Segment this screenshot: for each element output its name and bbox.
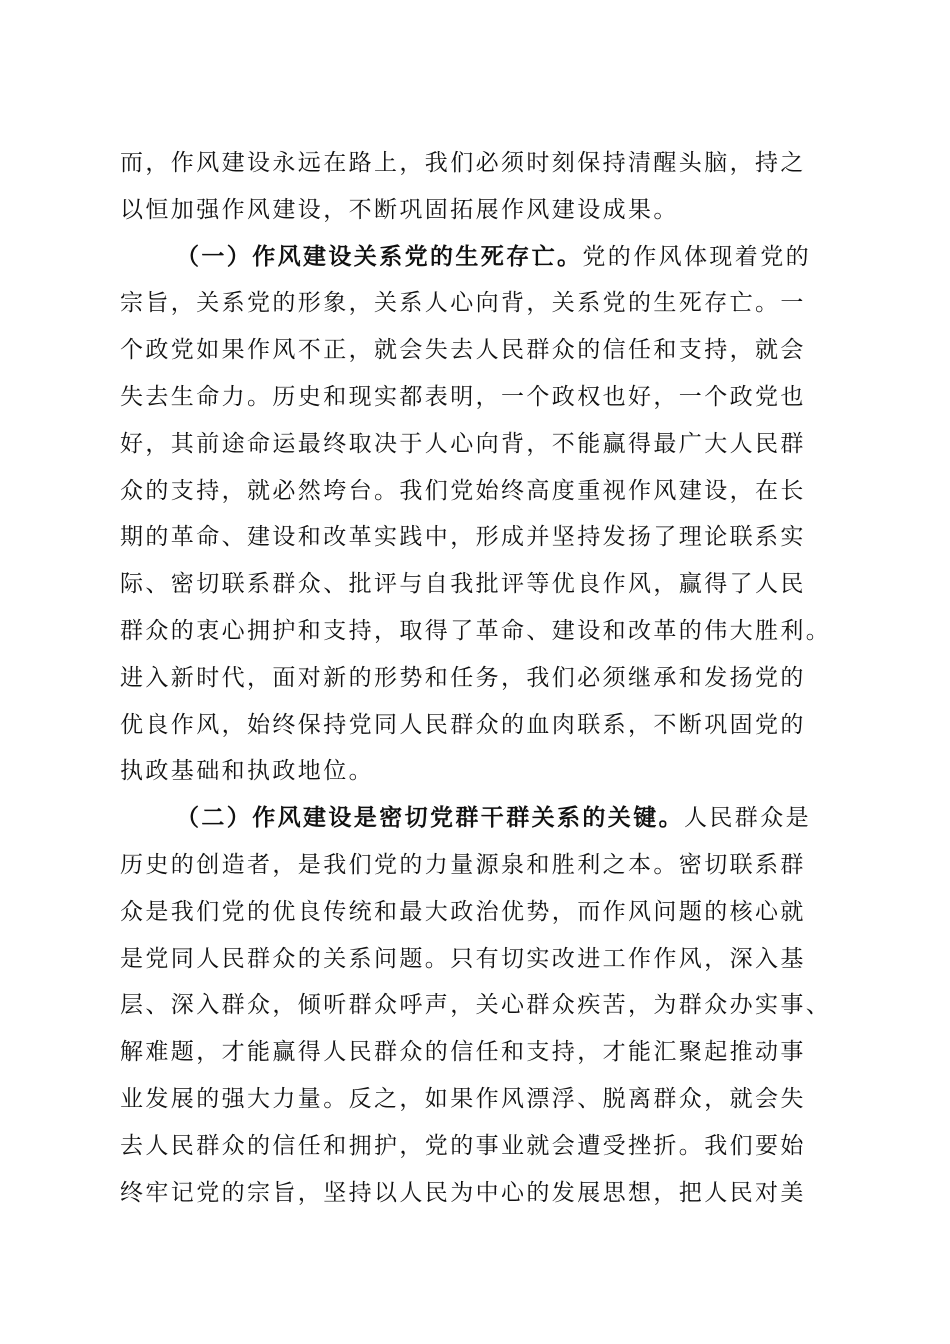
text-line: 层、深入群众，倾听群众呼声，关心群众疾苦，为群众办实事、: [120, 992, 832, 1019]
text-line: 历史的创造者，是我们党的力量源泉和胜利之本。密切联系群: [120, 851, 806, 878]
text-line: 去人民群众的信任和拥护，党的事业就会遭受挫折。我们要始: [120, 1132, 806, 1159]
text-line: 进入新时代，面对新的形势和任务，我们必须继承和发扬党的: [120, 664, 806, 691]
text-line: 是党同人民群众的关系问题。只有切实改进工作作风，深入基: [120, 945, 806, 972]
text-line: 以恒加强作风建设，不断巩固拓展作风建设成果。: [120, 196, 679, 223]
paragraph-first-line: [120, 795, 830, 842]
text-line: 群众的衷心拥护和支持，取得了革命、建设和改革的伟大胜利。: [120, 617, 832, 644]
text-run: 人民群众是: [684, 805, 811, 832]
body-text: [120, 140, 830, 1216]
text-run: 党的作风体现着党的: [582, 243, 812, 270]
text-line: 而，作风建设永远在路上，我们必须时刻保持清醒头脑，持之: [120, 150, 806, 176]
text-line: 失去生命力。历史和现实都表明，一个政权也好，一个政党也: [120, 383, 806, 410]
section-heading-1: （一）作风建设关系党的生死存亡。: [176, 242, 583, 270]
text-line: 优良作风，始终保持党同人民群众的血肉联系，不断巩固党的: [120, 711, 806, 738]
text-line: 终牢记党的宗旨，坚持以人民为中心的发展思想，把人民对美: [120, 1179, 806, 1206]
paragraph-first-line: [120, 234, 830, 281]
text-line: 宗旨，关系党的形象，关系人心向背，关系党的生死存亡。一: [120, 290, 806, 317]
section-heading-2: （二）作风建设是密切党群干群关系的关键。: [176, 804, 684, 832]
text-line: 业发展的强大力量。反之，如果作风漂浮、脱离群众，就会失: [120, 1085, 806, 1112]
text-line: 众的支持，就必然垮台。我们党始终高度重视作风建设，在长: [120, 477, 806, 504]
text-line: 众是我们党的优良传统和最大政治优势，而作风问题的核心就: [120, 898, 806, 925]
text-line: 好，其前途命运最终取决于人心向背，不能赢得最广大人民群: [120, 430, 806, 457]
text-line: 解难题，才能赢得人民群众的信任和支持，才能汇聚起推动事: [120, 1039, 806, 1066]
text-line: 执政基础和执政地位。: [120, 758, 374, 785]
text-line: 期的革命、建设和改革实践中，形成并坚持发扬了理论联系实: [120, 524, 806, 551]
text-line: 际、密切联系群众、批评与自我批评等优良作风，赢得了人民: [120, 571, 806, 598]
text-line: 个政党如果作风不正，就会失去人民群众的信任和支持，就会: [120, 337, 806, 364]
